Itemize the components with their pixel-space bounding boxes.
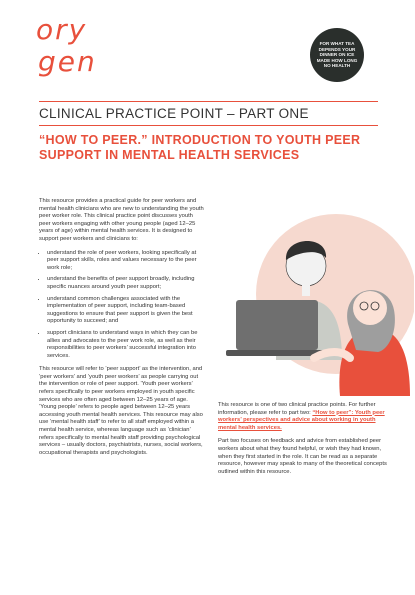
top-divider	[39, 101, 378, 102]
laptop-screen	[236, 300, 318, 350]
part-two-intro: This resource is one of two clinical practice points. For further information, please refer to part two:	[218, 402, 376, 416]
badge-stamp	[310, 28, 364, 82]
page-title: “HOW TO PEER.” INTRODUCTION TO YOUTH PEER SUPPORT IN MENTAL HEALTH SERVICES	[39, 133, 361, 162]
part-two-summary: Part two focuses on feedback and advice from established peer workers about what they found helpful, or wish they had known, when they first started in the role. It can be read as a separate resource, however may speak to many of the theoretical concepts outlined within this resource.	[218, 438, 387, 475]
list-item: • support clinicians to understand ways in which they can be allies and advocates to the peer work role, as well as their responsibilities to peer workers’ successful integration into services.	[47, 330, 206, 360]
part-two-paragraph	[218, 402, 390, 432]
orygen-logo	[36, 14, 106, 86]
list-item: • understand common challenges associated with the implementation of peer support, including team-based suggestions to ensure that peer support is given the best opportunity to succeed; and	[47, 296, 206, 326]
kicker-divider	[39, 125, 378, 126]
list-item: • understand the benefits of peer support broadly, including specific nuances around youth peer support;	[47, 276, 206, 291]
right-column	[218, 402, 390, 482]
man-neck	[302, 284, 310, 296]
objectives-list	[39, 250, 206, 361]
woman-head	[353, 291, 387, 325]
left-column	[39, 198, 206, 463]
logo-line-1: ory	[36, 13, 88, 46]
section-kicker: CLINICAL PRACTICE POINT – PART ONE	[39, 106, 309, 121]
intro-paragraph: This resource provides a practical guide for peer workers and mental health clinicians who are new to understanding the youth peer worker role. This clinical practice point discusses youth peer workers engaging with other young people (aged 12–25 years of age) within mental health services. It is designed to support peer workers and clinicians to:	[39, 198, 204, 242]
illustration	[218, 200, 414, 396]
badge-text: FOR WHAT TEA DEPENDS YOUR DINNER ON ICE MADE HOW LONG NO HEALTH	[316, 41, 358, 69]
part-two-link[interactable]: “How to peer”: Youth peer workers’ perspectives and advice about working in youth mental health services.	[218, 409, 385, 431]
logo-line-2: gen	[38, 45, 97, 78]
list-item: • understand the role of peer workers, looking specifically at peer support skills, roles and values necessary to the peer work role;	[47, 250, 206, 273]
terminology-paragraph: This resource will refer to ‘peer support’ as the intervention, and ‘peer workers’ and ‘youth peer workers’ as people carrying out the intervention or role of peer support. ‘Youth peer workers’ refers specifically to peer workers employed in youth specific services who are often aged between 12–25 years of age. ‘Young people’ refers to people aged between 12–25 years accessing youth mental health services. This resource may also use ‘mental health staff’ to refer to all staff employed within a mental health service, whereas language such as ‘clinician’ refers specifically to mental health staff providing psychological services – usually doctors, psychiatrists, nurses, social workers, occupational therapists and psychologists.	[39, 366, 203, 456]
